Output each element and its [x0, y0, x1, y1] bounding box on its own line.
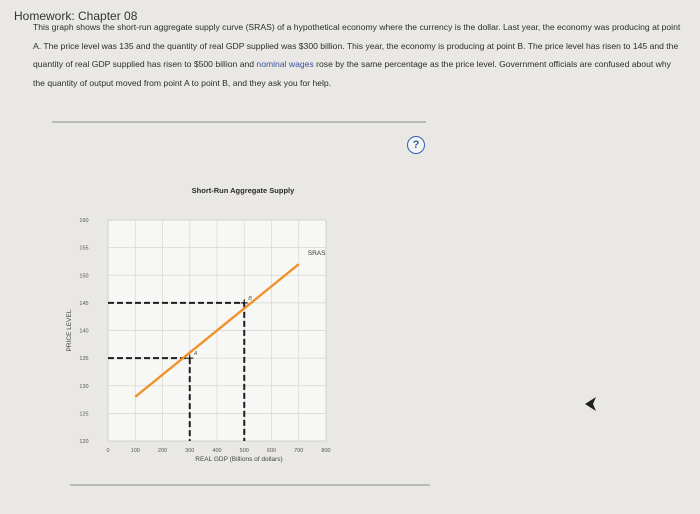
x-tick-label: 700 [294, 448, 304, 454]
question-text [33, 18, 683, 92]
graph-panel [56, 155, 436, 470]
question-text-part1: This graph shows the short-run aggregate supply curve (SRAS) of a hypothetical economy where the currency is the dollar. Last year, the economy was producing at point A. The price level was 135 and the quantity of real GDP supplied was $300 billion. This year, the economy is producing at point B. The price level has risen to 145 and the quantity of real GDP supplied has risen to $500 billion and [33, 22, 681, 69]
chart-title: Short-Run Aggregate Supply [191, 186, 295, 195]
y-tick-label: 140 [79, 328, 89, 335]
y-tick-label: 125 [79, 411, 89, 418]
y-tick-label: 130 [79, 383, 89, 390]
x-tick-label: 400 [212, 448, 222, 454]
x-axis-label: REAL GDP (Billions of dollars) [195, 456, 283, 463]
y-tick-label: 155 [79, 245, 89, 252]
sras-label: SRAS [307, 250, 326, 258]
x-tick-label: 200 [157, 448, 168, 454]
y-tick-label: 160 [79, 218, 89, 224]
x-tick-label: 100 [130, 448, 140, 454]
y-tick-label: 135 [79, 356, 89, 363]
x-tick-label: 600 [266, 448, 277, 454]
point-label: B [248, 295, 252, 302]
y-tick-label: 120 [79, 439, 89, 445]
y-tick-label: 145 [79, 300, 89, 307]
y-axis-label: PRICE LEVEL [66, 309, 73, 352]
y-tick-label: 150 [79, 273, 89, 280]
page-title: Homework: Chapter 08 [14, 9, 138, 23]
question-text-part2: rose by the same percentage as the price level. Government officials are confused about why the quantity of output moved from point A to point B, and they ask you for help. [33, 59, 671, 88]
x-tick-label: 300 [185, 448, 195, 454]
point-label: A [193, 351, 198, 358]
divider-bottom [70, 484, 430, 486]
x-tick-label: 800 [321, 448, 331, 454]
nominal-wages-term[interactable]: nominal wages [256, 59, 314, 69]
x-tick-label: 500 [239, 448, 249, 454]
help-icon[interactable]: ? [407, 136, 425, 154]
cursor-icon [583, 396, 599, 412]
divider-top [52, 121, 426, 123]
sras-chart [56, 155, 436, 470]
x-tick-label: 0 [106, 448, 110, 454]
